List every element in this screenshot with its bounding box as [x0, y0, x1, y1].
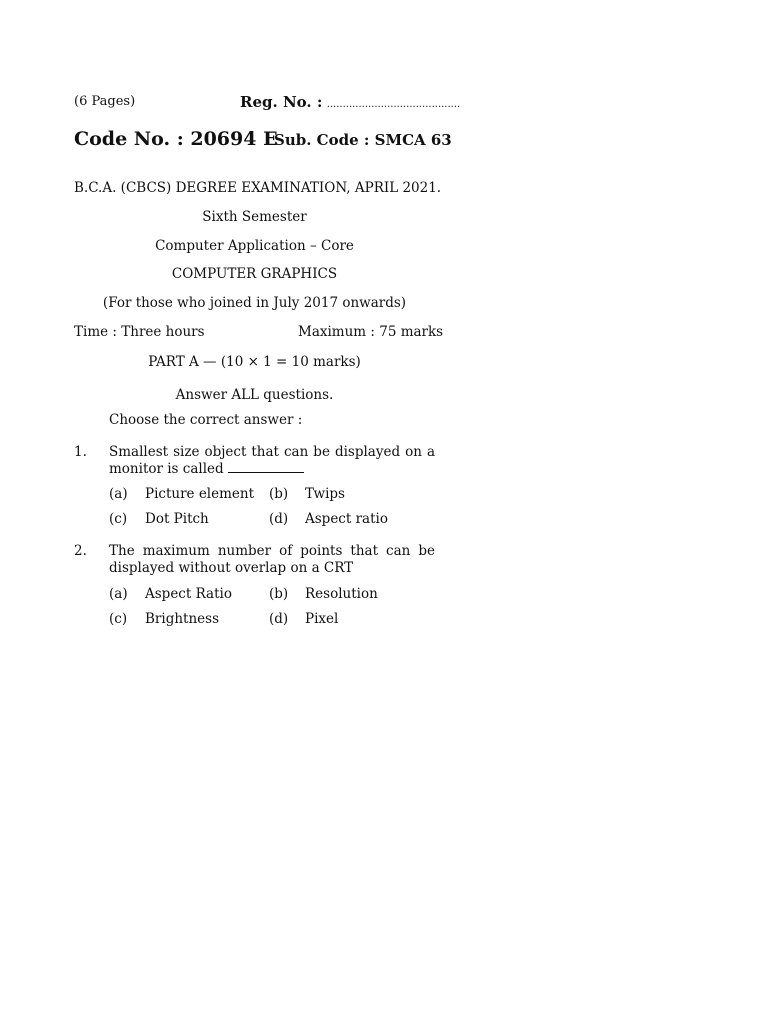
option-label: (b)	[269, 486, 289, 502]
option-text: Pixel	[305, 611, 339, 627]
subject-group: Computer Application – Core	[155, 238, 354, 254]
option-text: Aspect ratio	[305, 511, 388, 527]
option-label: (a)	[109, 486, 128, 502]
question-number: 1.	[74, 444, 87, 460]
sub-instruction: Choose the correct answer :	[109, 412, 303, 428]
part-a-heading: PART A — (10 × 1 = 10 marks)	[148, 354, 361, 370]
option-label: (c)	[109, 611, 128, 627]
option-label: (a)	[109, 586, 128, 602]
max-marks: Maximum : 75 marks	[298, 324, 444, 340]
reg-label: Reg. No. :	[240, 93, 323, 111]
exam-title: B.C.A. (CBCS) DEGREE EXAMINATION, APRIL 2021.	[74, 180, 442, 196]
option-text: Dot Pitch	[145, 511, 209, 527]
part-a-instruction: Answer ALL questions.	[175, 387, 334, 403]
option-label: (c)	[109, 511, 128, 527]
option-label: (b)	[269, 586, 289, 602]
question-text: The maximum number of points that can be displayed without overlap on a CRT	[109, 543, 435, 576]
reg-number	[240, 93, 460, 111]
question-text	[109, 444, 435, 478]
question-text-content: Smallest size object that can be displayed on a monitor is called	[109, 444, 435, 477]
subject-title: COMPUTER GRAPHICS	[171, 266, 338, 282]
sub-code: Sub. Code : SMCA 63	[274, 131, 452, 149]
semester: Sixth Semester	[202, 209, 307, 225]
question-number: 2.	[74, 543, 87, 559]
page-count: (6 Pages)	[74, 94, 136, 109]
option-text: Resolution	[305, 586, 378, 602]
reg-dots: ..........................................	[326, 99, 461, 110]
code-number: Code No. : 20694 E	[74, 128, 278, 150]
option-label: (d)	[269, 611, 289, 627]
option-label: (d)	[269, 511, 289, 527]
answer-blank	[228, 471, 304, 473]
option-text: Brightness	[145, 611, 219, 627]
eligibility-note: (For those who joined in July 2017 onwards)	[102, 295, 407, 311]
option-text: Picture element	[145, 486, 255, 502]
exam-time: Time : Three hours	[74, 324, 205, 340]
option-text: Aspect Ratio	[145, 586, 232, 602]
option-text: Twips	[305, 486, 345, 502]
